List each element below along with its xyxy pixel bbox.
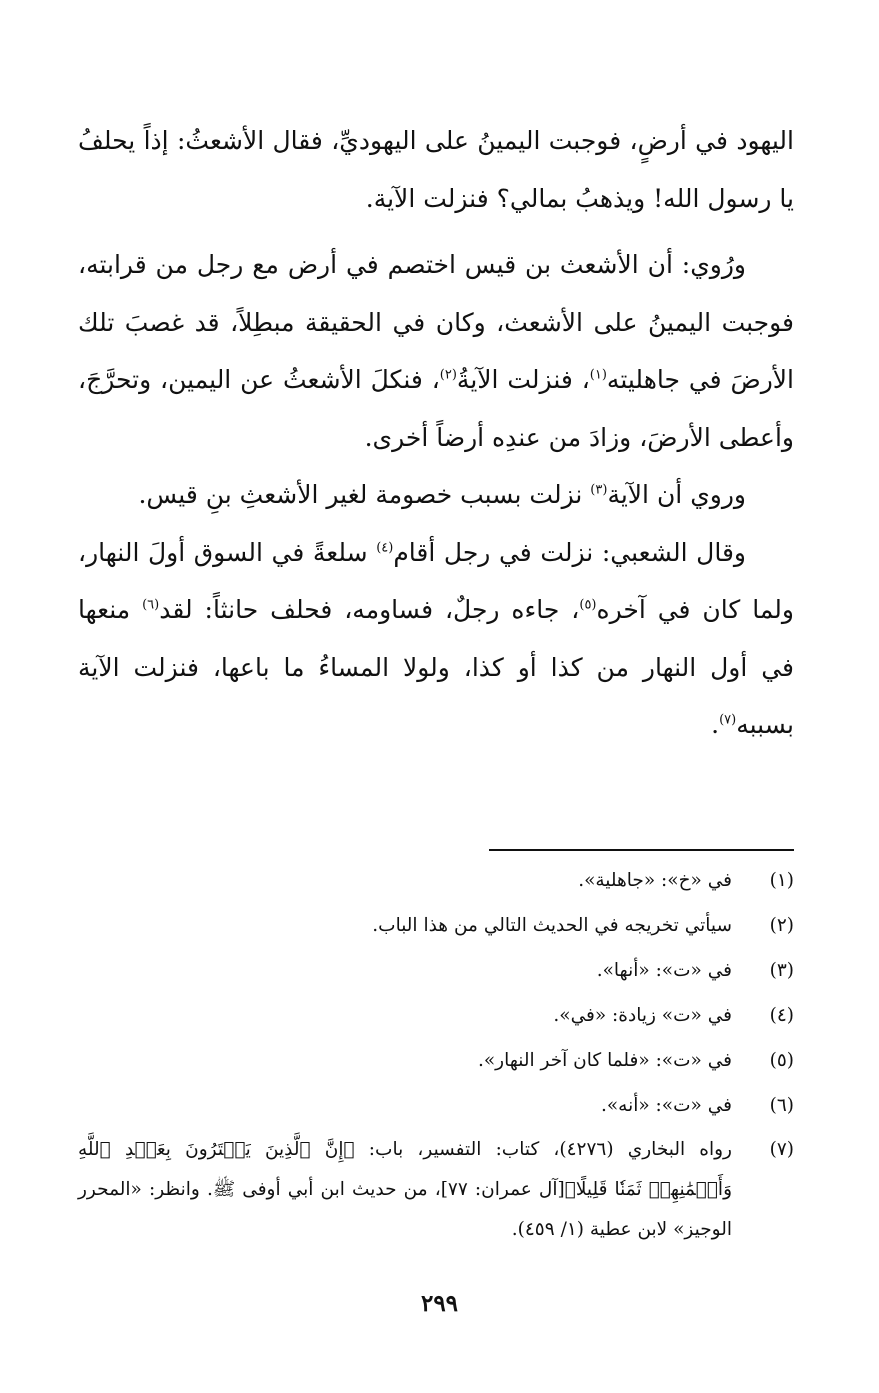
footnote-text: رواه البخاري (٤٢٧٦)، كتاب: التفسير، باب: ﴿إِنَّ ٱلَّذِينَ يَشۡتَرُونَ بِعَهۡدِ ٱللَّهِ وَأَيۡمَٰنِهِمۡ ثَمَنٗا قَلِيلًا﴾[آل عمران: ٧٧]، من حديث ابن أبي أوفى ﷺ. وانظر: «المحرر الوجيز» لابن عطية (١/ ٤٥٩). xyxy=(78,1139,732,1240)
footnote-text: في «ت»: «أنها». xyxy=(596,960,732,981)
footnote-text: في «ت»: «أنه». xyxy=(600,1095,732,1116)
footnote-number: (٢) xyxy=(769,915,794,936)
footnote-text: في «ت» زيادة: «في». xyxy=(553,1005,732,1026)
paragraph-1: اليهود في أرضٍ، فوجبت اليمينُ على اليهوديِّ، فقال الأشعثُ: إذاً يحلفُ يا رسول الله! ويذهبُ بمالي؟ فنزلت الآية. xyxy=(78,126,794,213)
footnote-ref-3[interactable]: (٣) xyxy=(590,482,608,498)
footnote-number: (١) xyxy=(769,870,794,891)
footnote-number: (٤) xyxy=(769,1005,794,1026)
footnote-ref-7[interactable]: (٧) xyxy=(719,712,737,728)
footnote-ref-4[interactable]: (٤) xyxy=(376,540,394,556)
footnote-ref-1[interactable]: (١) xyxy=(589,367,607,383)
footnote-number: (٣) xyxy=(769,960,794,981)
paragraph-3: وروي أن الآية$^{(٣)}$ نزلت بسبب خصومة لغير الأشعثِ بنِ قيس. xyxy=(138,480,746,509)
footnotes xyxy=(78,858,794,1250)
footnote-1 xyxy=(78,858,794,903)
footnote-4 xyxy=(78,993,794,1038)
footnote-ref-6[interactable]: (٦) xyxy=(142,597,160,613)
page-number: ٢٩٩ xyxy=(420,1290,459,1317)
main-text xyxy=(78,112,794,754)
footnote-2 xyxy=(78,903,794,948)
footnote-number: (٥) xyxy=(769,1050,794,1071)
footnote-text: في «ت»: «فلما كان آخر النهار». xyxy=(477,1050,732,1071)
footnote-7 xyxy=(78,1130,794,1250)
footnote-ref-5[interactable]: (٥) xyxy=(579,597,597,613)
footnote-number: (٦) xyxy=(769,1095,794,1116)
footnote-3 xyxy=(78,948,794,993)
footnote-ref-2[interactable]: (٢) xyxy=(439,367,457,383)
paragraph-4: وقال الشعبي: نزلت في رجل أقام$^{(٤)}$ سلعةً في السوق أولَ النهار، ولما كان في آخره$^{(٥)}$، جاءه رجلٌ، فساومه، فحلف حانثاً: لقد$^{(٦)}$ منعها في أول النهار من كذا أو كذا، ولولا المساءُ ما باعها، فنزلت الآية بسببه$^{(٧)}$. xyxy=(78,537,794,739)
footnote-number: (٧) xyxy=(769,1139,794,1160)
footnote-separator xyxy=(489,849,794,851)
footnote-text: سيأتي تخريجه في الحديث التالي من هذا الباب. xyxy=(372,915,732,936)
footnote-text: في «خ»: «جاهلية». xyxy=(578,870,732,891)
footnote-6 xyxy=(78,1083,794,1128)
paragraph-2: ورُوي: أن الأشعث بن قيس اختصم في أرض مع رجل من قرابته، فوجبت اليمينُ على الأشعث، وكان في الحقيقة مبطِلاً، قد غصبَ تلك الأرضَ في جاهليته$^{(١)}$، فنزلت الآيةُ$^{(٢)}$، فنكلَ الأشعثُ عن اليمين، وتحرَّجَ، وأعطى الأرضَ، وزادَ من عندِه أرضاً أخرى. xyxy=(78,250,794,452)
footnote-5 xyxy=(78,1038,794,1083)
